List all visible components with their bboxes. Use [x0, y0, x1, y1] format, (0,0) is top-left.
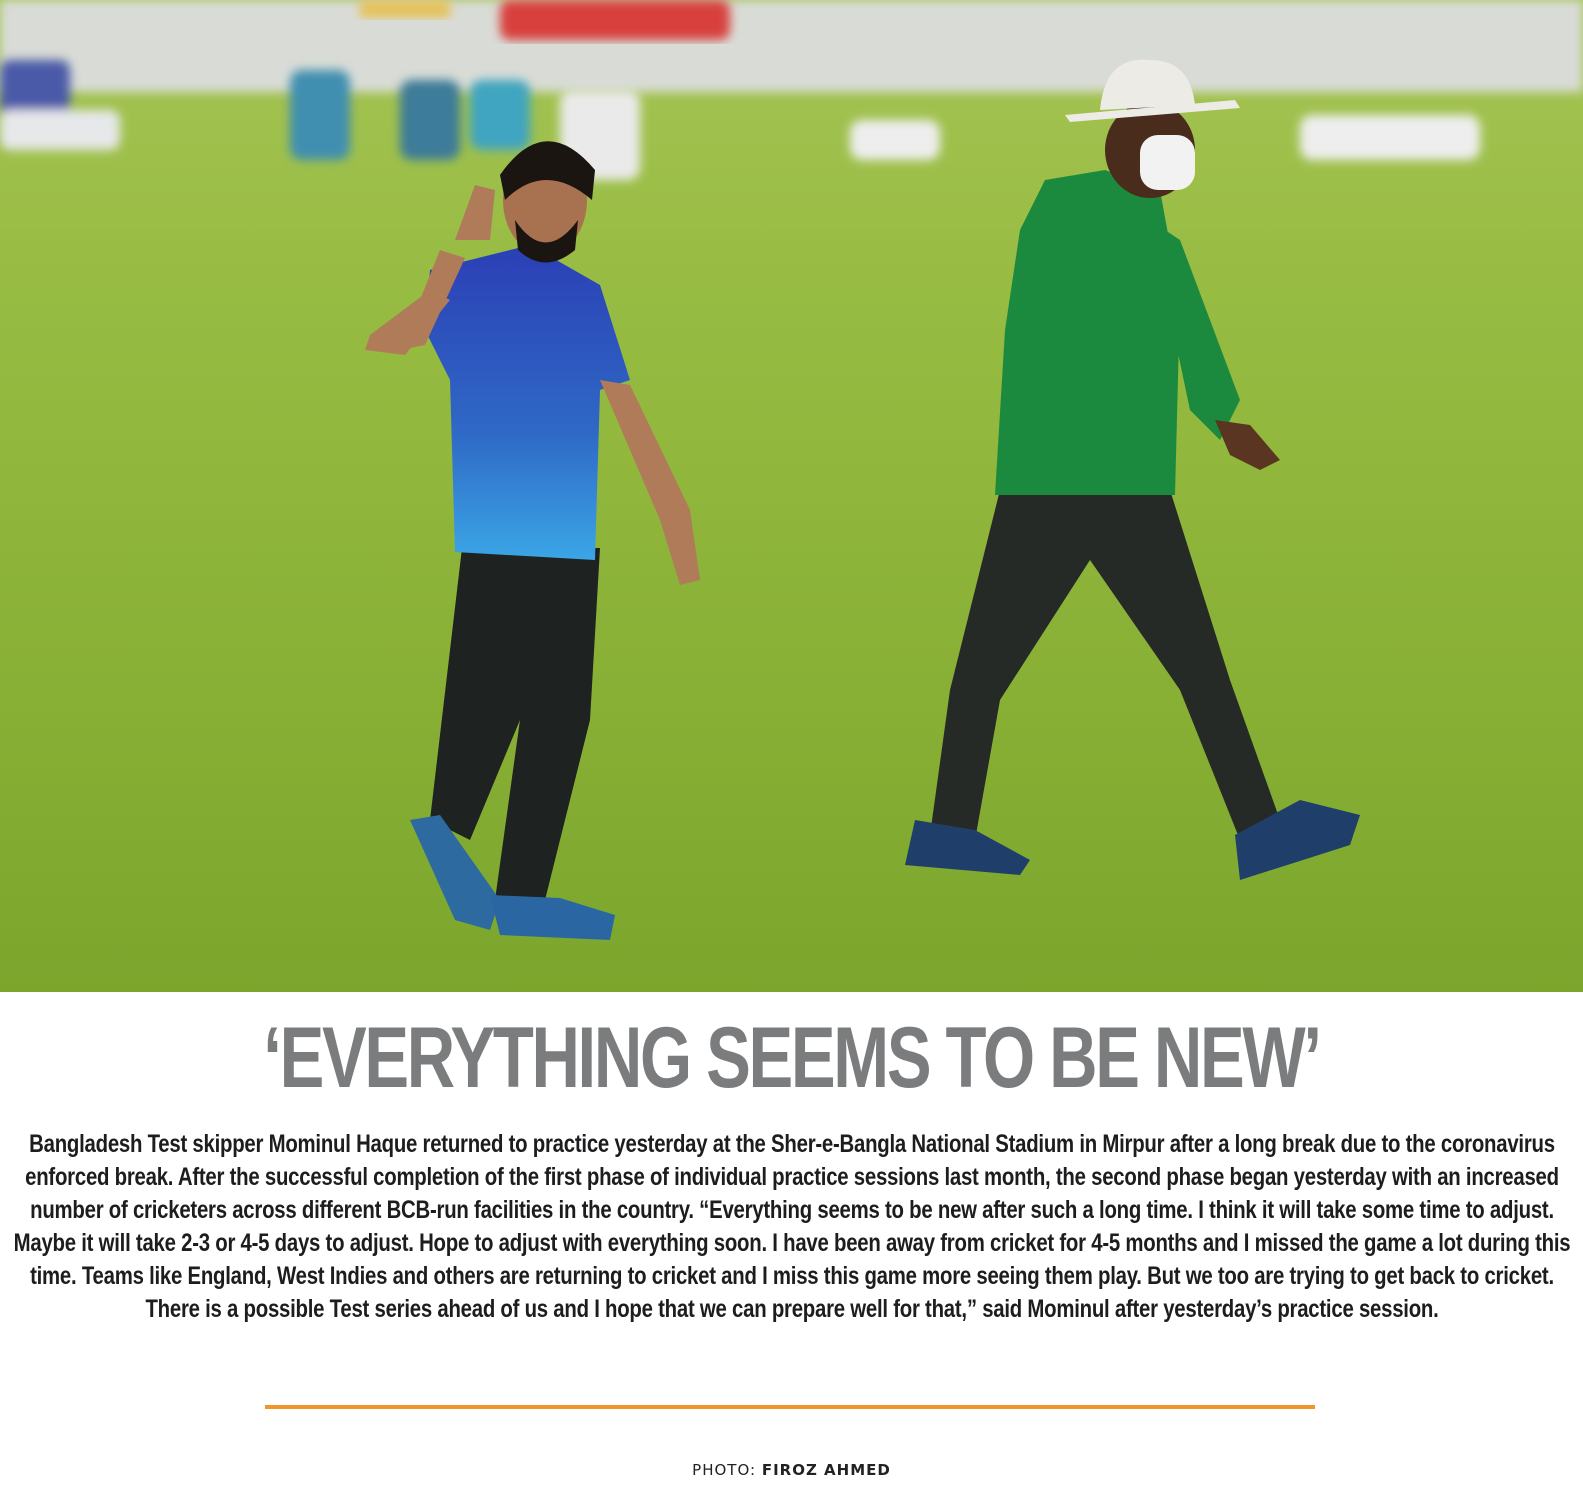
- photo-credit: [0, 1460, 1583, 1480]
- photo-credit-name: FIROZ AHMED: [761, 1461, 891, 1479]
- article-body-text: Bangladesh Test skipper Mominul Haque returned to practice yesterday at the Sher-e-Bangla National Stadium in Mirpur after a long break due to the coronavirus enforced break. After the successful completion of the first phase of individual practice sessions last month, the second phase began yesterday with an increased number of cricketers across different BCB-run facilities in the country. “Everything seems to be new after such a long time. I think it will take some time to adjust. Maybe it will take 2-3 or 4-5 days to adjust. Hope to adjust with everything soon. I have been away from cricket for 4-5 months and I missed the game a lot during this time. Teams like England, West Indies and others are returning to cricket and I miss this game more seeing them play. But we too are trying to get back to cricket. There is a possible Test series ahead of us and I hope that we can prepare well for that,” said Mominul after yesterday’s practice session.: [13, 1130, 1571, 1323]
- article-body: [0, 1128, 1583, 1326]
- orange-divider: [265, 1405, 1315, 1409]
- headline: ‘EVERYTHING SEEMS TO BE NEW’: [263, 1010, 1320, 1106]
- photo-credit-label: PHOTO:: [692, 1461, 757, 1479]
